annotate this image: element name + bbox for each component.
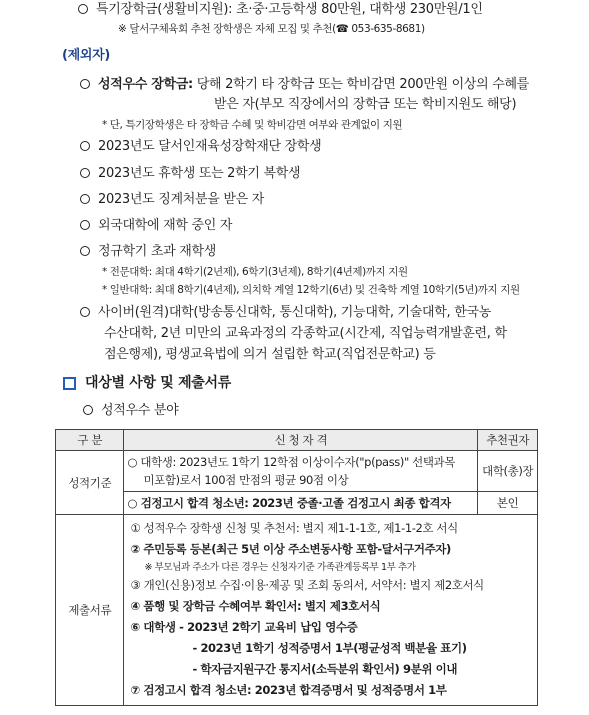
- doc-item: - 학자금지원구간 통지서(소득분위 확인서) 9분위 이내: [192, 662, 458, 676]
- doc-item: ① 성적우수 장학생 신청 및 추천서: 별지 제1-1-1호, 제1-1-2호 서식: [130, 521, 458, 535]
- bullet-circle-icon: [80, 220, 90, 230]
- exclusion-text: 2023년도 휴학생 또는 2학기 복학생: [98, 166, 301, 181]
- exclusion-item-7-cont: 점은행제), 평생교육법에 의거 설립한 학교(직업전문학교) 등: [104, 347, 436, 362]
- bullet-circle-icon: [80, 141, 90, 151]
- doc-item: - 2023년 1학기 성적증명서 1부(평균성적 백분율 표기): [192, 641, 467, 655]
- doc-item: ④ 품행 및 장학금 수혜여부 확인서: 별지 제3호서식: [130, 599, 381, 613]
- bullet-circle-icon: [80, 168, 90, 178]
- criteria-cell: [124, 492, 478, 515]
- criteria-line: ○ 대학생: 2023년도 1학기 12학점 이상이수자("p(pass)" 선택과목: [127, 455, 455, 469]
- section-square-icon: [63, 377, 76, 390]
- criteria-label: 성적기준: [56, 451, 124, 515]
- section-subtitle: 성적우수 분야: [101, 403, 179, 418]
- special-title: 특기장학금(생활비지원):: [96, 2, 233, 17]
- table-row: [56, 492, 538, 515]
- exclusion-text: 2023년도 달서인재육성장학재단 장학생: [98, 139, 322, 154]
- table-header-row: [56, 430, 538, 451]
- section-subtitle-line: [83, 403, 178, 419]
- special-scholarship-line: [78, 2, 483, 18]
- docs-label: 제출서류: [56, 515, 124, 706]
- exclusion-text: 외국대학에 재학 중인 자: [98, 218, 233, 233]
- table-header: 신 청 자 격: [124, 430, 478, 451]
- exclusion-note: * 전문대학: 최대 4학기(2년제), 6학기(3년제), 8학기(4년제)까지 지원: [102, 266, 408, 278]
- exclusion-label: 성적우수 장학금:: [98, 77, 193, 92]
- exclusion-item-7-cont: 수산대학, 2년 미만의 교육과정의 각종학교(시간제, 직업능력개발훈련, 학: [104, 326, 507, 341]
- exclusion-item-1-cont: 받은 자(부모 직장에서의 장학금 또는 학비지원도 해당): [214, 97, 517, 112]
- criteria-cell: [124, 451, 478, 492]
- table-header: 구 분: [56, 430, 124, 451]
- exclusion-item-1: [80, 77, 529, 93]
- special-value: 초·중·고등학생 80만원, 대학생 230만원/1인: [236, 2, 483, 17]
- bullet-circle-icon: [80, 307, 90, 317]
- table-row: [56, 451, 538, 492]
- criteria-line: 미포함)로서 100점 만점의 평균 90점 이상: [143, 473, 349, 487]
- exclusion-item-7: [80, 305, 491, 321]
- section-title: 대상별 사항 및 제출서류: [85, 375, 231, 391]
- bullet-circle-icon: [80, 79, 90, 89]
- criteria-line: ○ 검정고시 합격 청소년: 2023년 중졸·고졸 검정고시 최종 합격자: [127, 496, 451, 510]
- exclusion-item-3: [80, 166, 300, 182]
- special-note: ※ 달서구체육회 추천 장학생은 자체 모집 및 추천(☎ 053-635-8681): [118, 23, 425, 35]
- bullet-circle-icon: [83, 405, 93, 415]
- docs-cell: [124, 515, 538, 706]
- exclusion-item-2: [80, 139, 321, 155]
- exclusion-item-6: [80, 244, 216, 260]
- exclusion-text: 사이버(원격)대학(방송통신대학, 통신대학), 기능대학, 기술대학, 한국농: [98, 305, 491, 320]
- exclusion-text: 당해 2학기 타 장학금 또는 학비감면 200만원 이상의 수혜를: [196, 77, 530, 92]
- exclusion-item-5: [80, 218, 232, 234]
- doc-item: ⑥ 대학생 - 2023년 2학기 교육비 납입 영수증: [130, 620, 358, 634]
- recommender-cell: 본인: [478, 492, 538, 515]
- criteria-table: [55, 429, 538, 706]
- doc-note: ※ 부모님과 주소가 다른 경우는 신청자기준 가족관계등록부 1부 추가: [144, 562, 416, 573]
- exclusion-note: * 일반대학: 최대 8학기(4년제), 의치학 계열 12학기(6년) 및 건축학 계열 10학기(5년)까지 지원: [102, 284, 520, 296]
- doc-item: ⑦ 검정고시 합격 청소년: 2023년 합격증명서 및 성적증명서 1부: [130, 683, 447, 697]
- table-row: [56, 515, 538, 706]
- exclusion-note: * 단, 특기장학생은 타 장학금 수혜 및 학비감면 여부와 관계없이 지원: [102, 119, 403, 131]
- bullet-circle-icon: [78, 4, 88, 14]
- recommender-cell: 대학(총)장: [478, 451, 538, 492]
- doc-item: ② 주민등록 등본(최근 5년 이상 주소변동사항 포함-달서구거주자): [130, 542, 451, 556]
- doc-item: ③ 개인(신용)정보 수집·이용·제공 및 조회 동의서, 서약서: 별지 제2호서식: [130, 578, 484, 592]
- exclusion-text: 정규학기 초과 재학생: [98, 244, 216, 259]
- exclusion-item-4: [80, 192, 264, 208]
- exclusion-text: 2023년도 징계처분을 받은 자: [98, 192, 264, 207]
- bullet-circle-icon: [80, 194, 90, 204]
- exclusions-heading: (제외자): [62, 48, 111, 63]
- bullet-circle-icon: [80, 246, 90, 256]
- table-header: 추천권자: [478, 430, 538, 451]
